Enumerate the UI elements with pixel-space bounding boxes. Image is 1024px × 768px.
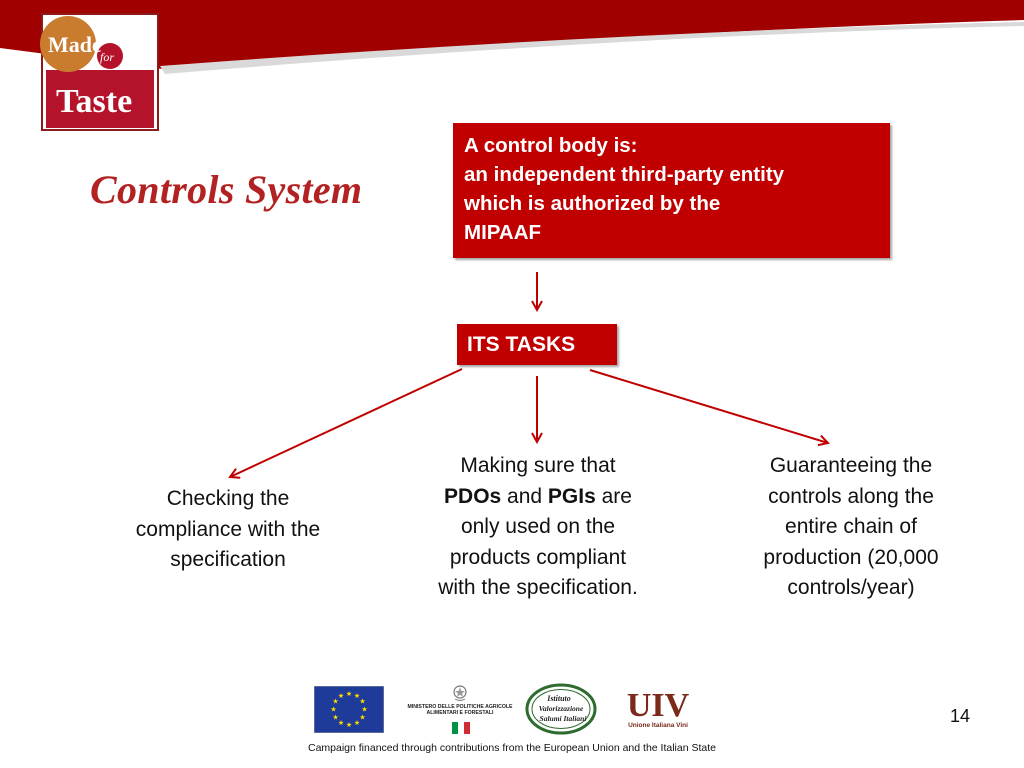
task-left-line: specification [170, 548, 286, 571]
task-middle-line [408, 482, 668, 513]
svg-text:★: ★ [332, 697, 339, 706]
ministry-logo [402, 684, 518, 736]
unione-italiana-vini-logo [622, 682, 694, 734]
ministry-line: MINISTERO DELLE POLITICHE AGRICOLE [407, 704, 513, 710]
task-middle [408, 451, 668, 604]
page-title: Controls System [90, 167, 363, 212]
italian-flag-icon [452, 722, 470, 734]
pdos-term: PDOs [444, 484, 502, 508]
republic-emblem-icon [452, 684, 468, 702]
task-middle-line: products compliant [449, 545, 627, 569]
footer-text: Campaign financed through contributions from the European Union and the Italian State [307, 742, 716, 754]
are-word: are [595, 484, 632, 508]
task-right-line: controls along the [768, 484, 934, 508]
svg-text:★: ★ [353, 719, 361, 727]
task-left [108, 484, 348, 576]
task-right-line: entire chain of [785, 515, 917, 538]
arrow-to-right-task [590, 370, 828, 443]
ministry-name [402, 704, 518, 716]
task-middle-line: only used on the [460, 515, 616, 538]
svg-text:★: ★ [337, 692, 345, 700]
svg-text:★: ★ [330, 705, 337, 714]
eu-flag-logo [314, 686, 384, 733]
page-number: 14 [949, 706, 970, 726]
svg-text:★: ★ [332, 713, 339, 722]
task-right-line: Guaranteeing the [769, 454, 933, 477]
task-right-line: production (20,000 [763, 545, 939, 569]
definition-line: A control body is: [464, 134, 638, 157]
task-left-line: Checking the [166, 487, 290, 510]
svg-text:★: ★ [353, 692, 361, 700]
and-word: and [501, 484, 548, 508]
definition-line: an independent third-party entity [464, 163, 785, 186]
task-left-line: compliance with the [135, 517, 321, 541]
svg-text:★: ★ [361, 705, 368, 714]
task-right-line: controls/year) [787, 576, 915, 599]
logo-word-for: for [100, 50, 115, 64]
logo-word-made: Made [48, 32, 102, 57]
task-middle-line: Making sure that [460, 454, 616, 477]
svg-text:★: ★ [359, 713, 366, 722]
svg-text:★: ★ [345, 690, 353, 698]
uiv-caption: Unione Italiana Vini [628, 722, 688, 729]
svg-text:★: ★ [359, 697, 366, 706]
logo-word-taste: Taste [56, 83, 133, 120]
istituto-line: Istituto [547, 694, 571, 703]
definition-line: which is authorized by the [464, 192, 721, 215]
uiv-mark-text: UIV [626, 687, 690, 722]
istituto-salumi-logo [524, 683, 598, 735]
task-middle-line: with the specification. [438, 576, 638, 599]
svg-text:★: ★ [337, 719, 345, 727]
pgis-term: PGIs [547, 484, 596, 508]
svg-text:★: ★ [345, 721, 353, 729]
definition-line: MIPAAF [464, 221, 542, 244]
task-right [735, 451, 967, 604]
tasks-label: ITS TASKS [457, 324, 617, 365]
ministry-line: ALIMENTARI E FORESTALI [426, 710, 494, 716]
istituto-line: Valorizzazione [538, 704, 584, 713]
uiv-mark-icon [622, 682, 694, 722]
istituto-line: Salumi Italiani [539, 714, 587, 723]
